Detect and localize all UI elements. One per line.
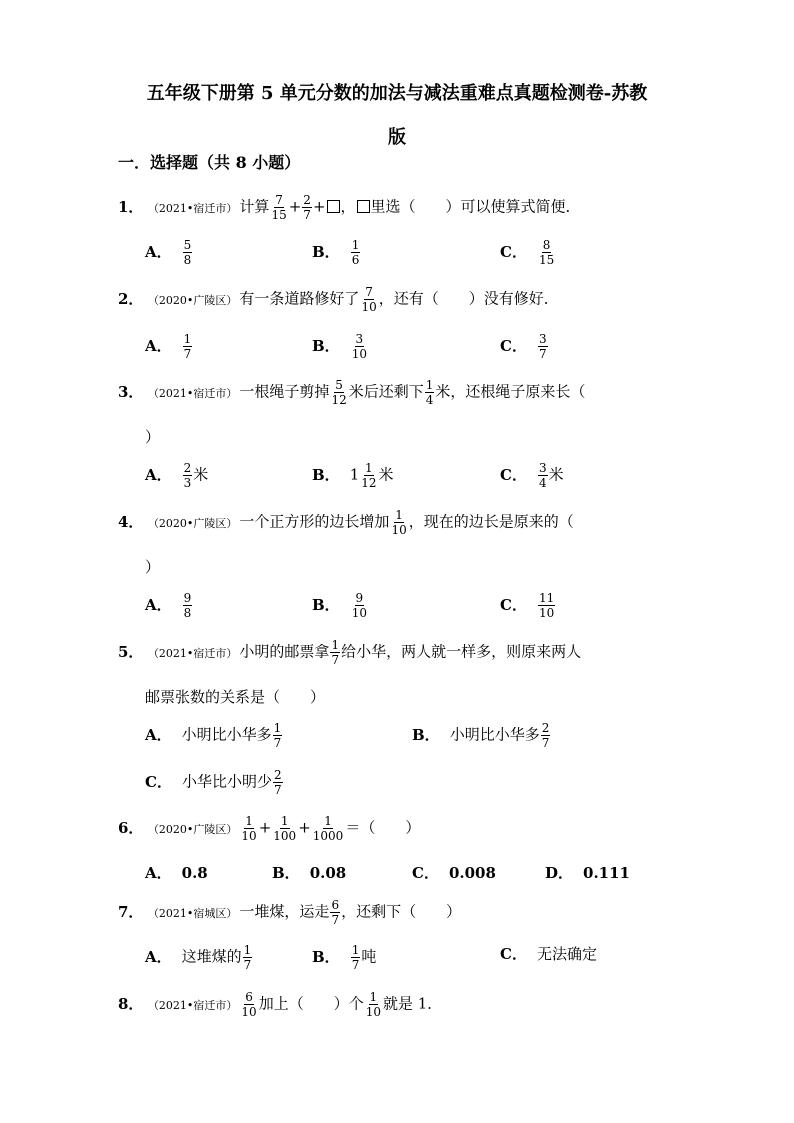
question-text: 米，还根绳子原来长（ <box>435 382 586 401</box>
fraction: $\frac{1}{10}$ <box>391 508 407 537</box>
question-text: 就是 1． <box>383 994 443 1013</box>
question-text: 一个正方形的边长增加 <box>239 512 390 531</box>
question-text: ， <box>340 197 356 216</box>
fraction: $\frac{5}{8}$ <box>183 238 192 267</box>
fraction: $\frac{7}{10}$ <box>361 285 377 314</box>
option-b[interactable]: B． $\frac{1}{7}$ 吨 <box>312 943 377 972</box>
option-a[interactable]: A． $\frac{2}{3}$ 米 <box>145 461 209 490</box>
title-line-2: 版 <box>388 127 406 148</box>
question-number: 5． <box>118 642 144 661</box>
blank-box-icon <box>357 200 370 213</box>
fraction: $\frac{1}{7}$ <box>183 332 192 361</box>
question-text: 一根绳子剪掉 <box>239 382 330 401</box>
fraction: $\frac{1}{10}$ <box>241 814 257 843</box>
fraction: $\frac{8}{15}$ <box>538 238 555 267</box>
fraction: $\frac{3}{10}$ <box>351 332 367 361</box>
option-b[interactable]: B． $\frac{1}{6}$ <box>312 238 360 267</box>
option-a[interactable]: A． $\frac{9}{8}$ <box>145 591 192 620</box>
page-title <box>100 72 694 160</box>
question-text: ＝（ ） <box>345 818 421 837</box>
question-source: （2021•宿迁市） <box>153 998 238 1012</box>
fraction: $\frac{1}{100}$ <box>273 814 297 843</box>
fraction: $\frac{5}{12}$ <box>331 378 347 407</box>
option-c[interactable]: C． 0.008 <box>412 864 496 882</box>
question-source: （2020•广陵区） <box>153 516 238 530</box>
question-number: 4． <box>118 512 144 531</box>
fraction: $\frac{1}{7}$ <box>351 943 360 972</box>
question-text: ，现在的边长是原来的（ <box>408 512 574 531</box>
option-c[interactable]: C． $\frac{8}{15}$ <box>500 238 555 267</box>
option-c[interactable]: C． $\frac{11}{10}$ <box>500 591 555 620</box>
option-a[interactable]: A． $\frac{1}{7}$ <box>145 332 192 361</box>
blank-box-icon <box>327 200 340 213</box>
question-number: 1． <box>118 197 144 216</box>
operator: + <box>288 197 302 216</box>
option-b[interactable]: B． 小明比小华多 $\frac{2}{7}$ <box>412 721 550 750</box>
question-source: （2021•宿迁市） <box>153 201 238 215</box>
option-b[interactable]: B． 0.08 <box>272 864 347 882</box>
question-text: ，还剩下（ ） <box>341 902 462 921</box>
fraction: $\frac{2}{7}$ <box>541 721 550 750</box>
question-source: （2021•宿迁市） <box>153 646 238 660</box>
fraction: $\frac{3}{7}$ <box>538 332 547 361</box>
question-2 <box>118 285 559 314</box>
question-number: 3． <box>118 382 144 401</box>
question-number: 6． <box>118 818 144 837</box>
question-number: 7． <box>118 902 144 921</box>
question-text: ，还有（ ）没有修好． <box>378 289 559 308</box>
operator: + <box>298 818 311 837</box>
question-text: 加上（ ）个 <box>258 994 364 1013</box>
title-line-1: 五年级下册第 5 单元分数的加法与减法重难点真题检测卷-苏教 <box>146 83 648 104</box>
option-b[interactable]: B． 1 $\frac{1}{12}$ 米 <box>312 461 394 490</box>
fraction: $\frac{6}{10}$ <box>241 990 257 1019</box>
option-d[interactable]: D． 0.111 <box>545 864 630 882</box>
question-4 <box>118 508 574 537</box>
question-7 <box>118 898 461 927</box>
operator: + <box>258 818 272 837</box>
question-source: （2020•广陵区） <box>153 822 238 836</box>
question-text: 一堆煤，运走 <box>239 902 330 921</box>
fraction: $\frac{1}{10}$ <box>365 990 381 1019</box>
question-number: 2． <box>118 289 144 308</box>
fraction: $\frac{1}{1000}$ <box>312 814 344 843</box>
option-b[interactable]: B． $\frac{9}{10}$ <box>312 591 367 620</box>
option-a[interactable]: A． $\frac{5}{8}$ <box>145 238 192 267</box>
question-continuation: 邮票张数的关系是（ ） <box>145 688 326 706</box>
question-source: （2021•宿迁市） <box>153 386 238 400</box>
option-c[interactable]: C． 小华比小明少 $\frac{2}{7}$ <box>145 768 282 797</box>
fraction: $\frac{6}{7}$ <box>331 898 340 927</box>
option-c[interactable]: C． $\frac{3}{4}$ 米 <box>500 461 564 490</box>
question-source: （2021•宿城区） <box>153 906 238 920</box>
fraction: $\frac{1}{7}$ <box>331 638 340 667</box>
fraction: $\frac{1}{7}$ <box>243 943 252 972</box>
question-text: 给小华，两人就一样多，则原来两人 <box>341 642 582 661</box>
option-a[interactable]: A． 小明比小华多 $\frac{1}{7}$ <box>145 721 282 750</box>
option-a[interactable]: A． 这堆煤的 $\frac{1}{7}$ <box>145 943 252 972</box>
question-text: 里选（ ）可以使算式简便． <box>370 197 581 216</box>
question-text: 计算 <box>239 197 270 216</box>
question-continuation: ） <box>145 558 161 576</box>
fraction: $\frac{2}{7}$ <box>273 768 282 797</box>
question-5 <box>118 638 581 667</box>
question-6 <box>118 814 420 843</box>
option-a[interactable]: A． 0.8 <box>145 864 208 882</box>
option-c[interactable]: C． 无法确定 <box>500 945 597 963</box>
question-8 <box>118 990 442 1019</box>
fraction: $\frac{9}{10}$ <box>351 591 367 620</box>
question-number: 8． <box>118 994 144 1013</box>
question-text: 有一条道路修好了 <box>239 289 360 308</box>
fraction: $\frac{7}{15}$ <box>271 193 287 222</box>
fraction: $\frac{1}{7}$ <box>273 721 282 750</box>
question-text: 小明的邮票拿 <box>239 642 330 661</box>
question-1 <box>118 193 581 222</box>
option-c[interactable]: C． $\frac{3}{7}$ <box>500 332 547 361</box>
question-3 <box>118 378 585 407</box>
question-continuation: ） <box>145 428 161 446</box>
option-b[interactable]: B． $\frac{3}{10}$ <box>312 332 367 361</box>
fraction: $\frac{1}{6}$ <box>351 238 360 267</box>
fraction: $\frac{3}{4}$ <box>538 461 547 490</box>
question-source: （2020•广陵区） <box>153 293 238 307</box>
fraction: $\frac{1}{4}$ <box>425 378 434 407</box>
operator: + <box>312 197 326 216</box>
fraction: $\frac{2}{7}$ <box>303 193 311 222</box>
section-heading: 一．选择题（共 8 小题） <box>118 153 301 172</box>
fraction: $\frac{2}{3}$ <box>183 461 192 490</box>
fraction: $\frac{1}{12}$ <box>361 461 377 490</box>
fraction: $\frac{9}{8}$ <box>183 591 192 620</box>
fraction: $\frac{11}{10}$ <box>538 591 555 620</box>
question-text: 米后还剩下 <box>348 382 424 401</box>
